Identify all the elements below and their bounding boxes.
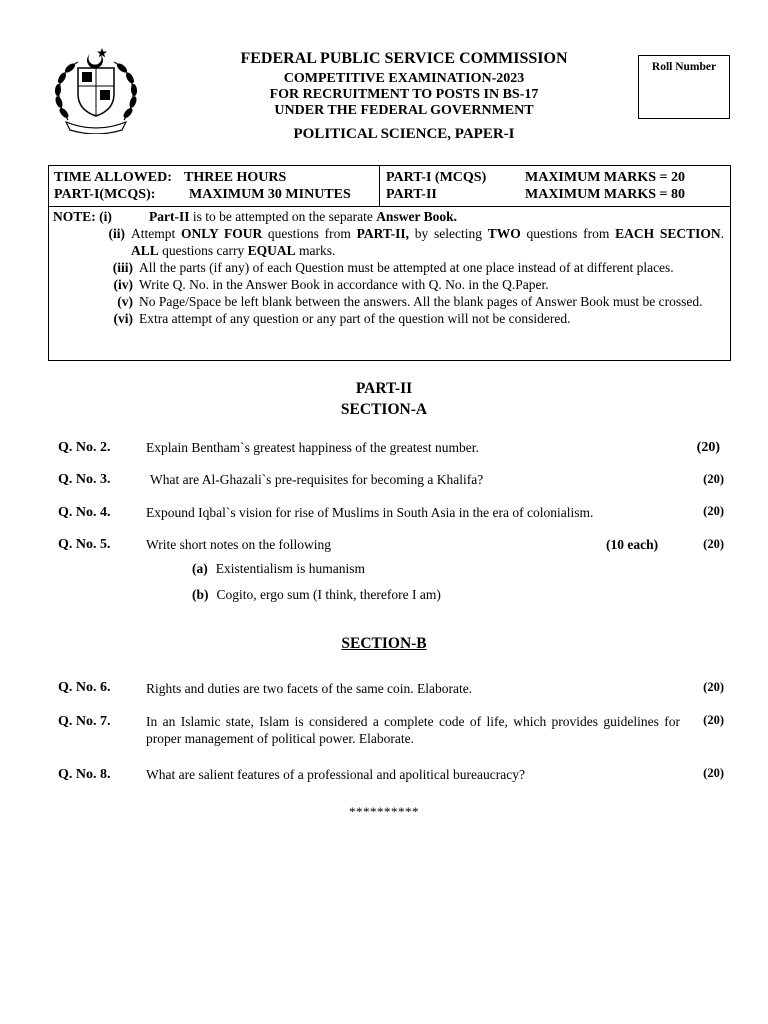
mcqs-time-label: PART-I(MCQS): — [54, 187, 156, 202]
time-allowed-label: TIME ALLOWED: — [54, 170, 172, 185]
instructions-box — [48, 165, 731, 361]
note-item — [53, 276, 724, 293]
note-number: (ii) — [108, 226, 125, 241]
note-text: Attempt ONLY FOUR questions from PART-II, by selecting TWO questions from EACH SECTION. ALL questions carry EQUAL marks. — [131, 226, 725, 258]
note-item — [53, 310, 724, 327]
paper-title: POLITICAL SCIENCE, PAPER-I — [293, 126, 515, 142]
question-text: What are Al-Ghazali`s pre-requisites for becoming a Khalifa? — [150, 472, 484, 487]
note-number: (iv) — [113, 277, 133, 292]
sub-question-text: Existentialism is humanism — [215, 561, 365, 576]
sub-question — [192, 561, 365, 577]
exam-title: COMPETITIVE EXAMINATION-2023 — [283, 71, 525, 86]
note-text: Write Q. No. in the Answer Book in accordance with Q. No. in the Q.Paper. — [139, 277, 549, 292]
question-marks: (20) — [703, 537, 724, 551]
question-number: Q. No. 4. — [58, 505, 111, 520]
sub-question-text: Cogito, ergo sum (I think, therefore I am) — [216, 587, 441, 602]
section-a-title: SECTION-A — [340, 401, 428, 418]
note-label: NOTE: — [53, 209, 96, 224]
fpsc-emblem-logo — [40, 42, 152, 134]
sub-question-label: (a) — [192, 561, 208, 576]
section-b-title: SECTION-B — [341, 635, 427, 652]
question-text: In an Islamic state, Islam is considered a complete code of life, which provides guidelines for proper management of political power. Elaborate. — [146, 714, 680, 746]
question-sub-marks: (10 each) — [606, 537, 659, 552]
question-marks: (20) — [703, 766, 724, 780]
roll-number-box[interactable] — [638, 55, 730, 119]
roll-number-label: Roll Number — [651, 61, 717, 73]
note-item — [53, 208, 724, 225]
question-marks: (20) — [703, 472, 724, 486]
commission-title: FEDERAL PUBLIC SERVICE COMMISSION — [240, 50, 568, 67]
question-number: Q. No. 5. — [58, 537, 111, 552]
part2-label: PART-II — [386, 187, 437, 202]
note-item — [53, 259, 724, 276]
sub-question-label: (b) — [192, 587, 209, 602]
note-text: All the parts (if any) of each Question must be attempted at one place instead of at different places. — [139, 260, 674, 275]
question-text: What are salient features of a professional and apolitical bureaucracy? — [146, 767, 525, 782]
note-number: (v) — [117, 294, 133, 309]
note-number: (vi) — [113, 311, 133, 326]
part2-marks: MAXIMUM MARKS = 80 — [525, 187, 686, 202]
end-marker: ********** — [349, 804, 419, 819]
time-allowed-value: THREE HOURS — [184, 170, 287, 185]
government-line: UNDER THE FEDERAL GOVERNMENT — [274, 103, 534, 118]
question-text: Expound Iqbal`s vision for rise of Muslims in South Asia in the era of colonialism. — [146, 505, 594, 520]
question-text: Explain Bentham`s greatest happiness of the greatest number. — [146, 440, 479, 455]
note-number: (i) — [99, 209, 112, 224]
note-text: Part-II is to be attempted on the separate Answer Book. — [149, 209, 457, 224]
question-marks: (20) — [703, 680, 724, 694]
note-text: Extra attempt of any question or any part of the question will not be considered. — [139, 311, 571, 326]
question-number: Q. No. 6. — [58, 680, 111, 695]
question-marks: (20) — [703, 504, 724, 518]
question-text: Write short notes on the following — [146, 537, 332, 552]
question-marks: (20) — [703, 713, 724, 727]
recruitment-line: FOR RECRUITMENT TO POSTS IN BS-17 — [269, 87, 539, 102]
note-item — [53, 293, 724, 310]
question-number: Q. No. 8. — [58, 767, 111, 782]
part1-marks: MAXIMUM MARKS = 20 — [525, 170, 686, 185]
question-marks: (20) — [696, 440, 720, 455]
sub-question — [192, 587, 441, 603]
note-item — [53, 225, 724, 259]
notes-list — [53, 208, 724, 327]
question-number: Q. No. 3. — [58, 472, 111, 487]
question-text: Rights and duties are two facets of the same coin. Elaborate. — [146, 681, 473, 696]
question-number: Q. No. 7. — [58, 714, 111, 729]
mcqs-time-value: MAXIMUM 30 MINUTES — [189, 187, 351, 202]
part-title: PART-II — [355, 380, 413, 397]
part1-label: PART-I (MCQS) — [386, 170, 487, 185]
note-text: No Page/Space be left blank between the answers. All the blank pages of Answer Book must be crossed. — [139, 294, 703, 309]
note-number: (iii) — [112, 260, 133, 275]
question-number: Q. No. 2. — [58, 440, 111, 455]
